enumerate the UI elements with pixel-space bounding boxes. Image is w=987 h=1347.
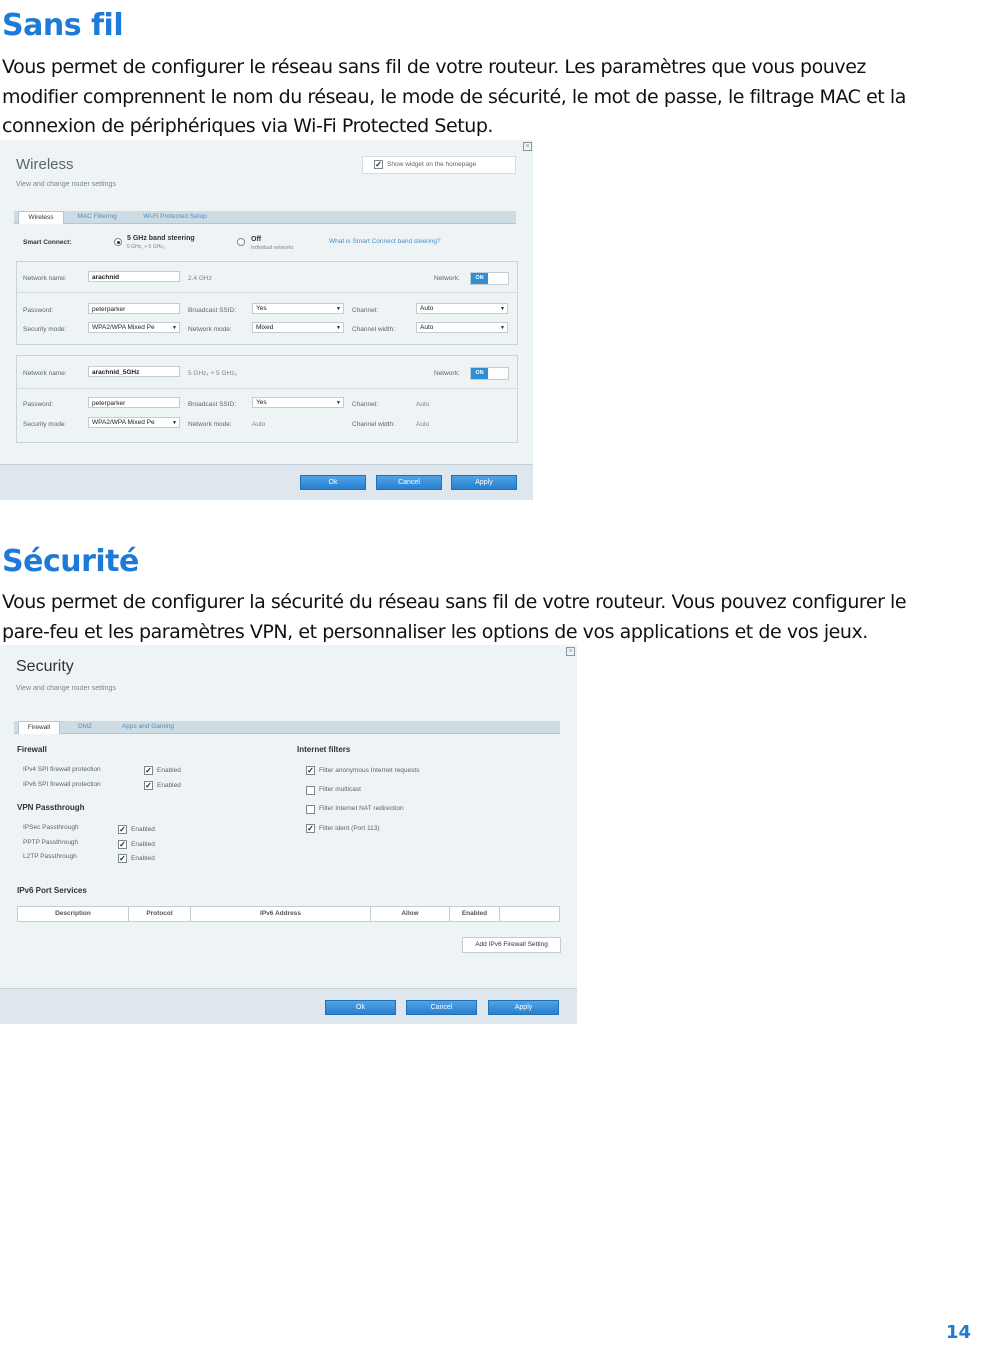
chevron-down-icon: ▼ [172,325,177,331]
section-paragraph-securite [2,588,962,647]
network-toggle[interactable] [470,367,509,380]
select-value: Auto [420,305,434,312]
show-widget-label: Show widget on the homepage [387,161,477,168]
ipsec-passthrough-value: Enabled [131,826,155,833]
tab-apps-and-gaming[interactable]: Apps and Gaming [121,723,175,730]
column-header: Allow [371,907,450,921]
network-mode-value: Auto [252,421,266,428]
page-number: 14 [945,1322,971,1343]
paragraph-line: Vous permet de configurer la sécurité du réseau sans fil de votre routeur. Vous pouvez configurer le [2,591,907,613]
pptp-passthrough-checkbox[interactable]: ✓ [119,840,126,849]
section-paragraph-sans-fil [2,53,962,142]
panel-subtitle: View and change router settings [16,181,116,188]
chevron-down-icon: ▼ [172,420,177,426]
filter-nat-redirection-checkbox[interactable] [306,805,315,814]
add-ipv6-firewall-setting-button[interactable]: Add IPv6 Firewall Setting [462,937,561,953]
security-mode-label: Security mode: [23,326,67,333]
close-icon[interactable]: × [566,647,575,656]
paragraph-line: Vous permet de configurer le réseau sans fil de votre routeur. Les paramètres que vous pouvez [2,56,866,78]
ipv6-spi-label: IPv6 SPI firewall protection [23,781,101,788]
section-heading-securite: Sécurité [2,544,139,579]
tab-bar [14,721,560,734]
ok-button[interactable]: Ok [300,475,366,490]
network-name-input[interactable]: arachnid_5GHz [88,366,180,377]
pptp-passthrough-value: Enabled [131,841,155,848]
security-mode-label: Security mode: [23,421,67,428]
broadcast-ssid-label: Broadcast SSID: [188,307,237,314]
filter-nat-redirection-label: Filter Internet NAT redirection [319,805,404,812]
divider [16,292,516,293]
network-name-label: Network name: [23,370,67,377]
ok-button[interactable]: Ok [325,1000,396,1015]
column-header: Description [18,907,129,921]
filter-ident-label: Filter ident (Port 113) [319,825,380,832]
ipv4-spi-value: Enabled [157,767,181,774]
channel-value: Auto [416,401,430,408]
select-value: Yes [256,305,267,312]
network-mode-label: Network mode: [188,326,232,333]
tab-mac-filtering[interactable]: MAC Filtering [77,213,117,220]
panel-subtitle: View and change router settings [16,685,116,692]
channel-width-label: Channel width: [352,326,395,333]
section-heading-sans-fil: Sans fil [2,8,124,43]
network-mode-select[interactable] [252,322,344,333]
ipsec-passthrough-label: IPSec Passthrough [23,824,79,831]
select-value: WPA2/WPA Mixed Pe [92,419,155,426]
filter-anonymous-checkbox[interactable]: ✓ [307,766,314,775]
firewall-heading: Firewall [17,745,47,754]
paragraph-line: modifier comprennent le nom du réseau, le mode de sécurité, le mot de passe, le filtrage MAC et la [2,85,906,108]
close-icon[interactable]: × [523,142,532,151]
network-toggle-label: Network: [434,275,460,282]
cancel-button[interactable]: Cancel [376,475,442,490]
security-mode-select[interactable] [88,322,180,333]
broadcast-ssid-label: Broadcast SSID: [188,401,237,408]
band-label: 2.4 GHz [188,275,212,282]
channel-width-value: Auto [416,421,430,428]
l2tp-passthrough-label: L2TP Passthrough [23,853,77,860]
show-widget-option[interactable] [362,156,516,174]
chevron-down-icon: ▼ [500,306,505,312]
wireless-panel [0,140,533,500]
tab-wireless[interactable]: Wireless [18,211,64,224]
ipv6-port-services-heading: IPv6 Port Services [17,886,87,895]
panel-title: Wireless [16,156,74,173]
channel-width-label: Channel width: [352,421,395,428]
chevron-down-icon: ▼ [336,400,341,406]
ipv4-spi-checkbox[interactable]: ✓ [145,766,152,775]
off-sublabel: Individual networks [251,245,294,251]
toggle-on-indicator: ON [471,368,488,379]
button-footer [0,464,533,500]
smart-connect-help-link[interactable]: What is Smart Connect band steering? [329,238,441,245]
ipv6-services-table-header [17,906,560,922]
toggle-on-indicator: ON [471,273,488,284]
ipsec-passthrough-checkbox[interactable]: ✓ [119,825,126,834]
band-steering-sublabel: 5 GHz₁ + 5 GHz₂ [127,244,165,250]
password-label: Password: [23,307,54,314]
divider [16,388,516,389]
broadcast-ssid-select[interactable] [252,303,344,314]
pptp-passthrough-label: PPTP Passthrough [23,839,79,846]
band-label: 5 GHz₁ + 5 GHz₂ [188,370,237,377]
paragraph-line: pare-feu et les paramètres VPN, et personnaliser les options de vos applications et de vos jeux. [2,620,868,643]
smart-connect-label: Smart Connect: [23,239,72,246]
tab-firewall[interactable]: Firewall [18,721,60,734]
off-label: Off [251,236,262,243]
network-toggle-label: Network: [434,370,460,377]
filter-anonymous-label: Filter anonymous Internet requests [319,767,420,774]
column-header: Enabled [450,907,500,921]
password-input[interactable]: peterparker [88,303,180,314]
apply-button[interactable]: Apply [451,475,517,490]
security-panel [0,645,577,1024]
show-widget-checkbox[interactable]: ✓ [375,160,382,169]
l2tp-passthrough-checkbox[interactable]: ✓ [119,854,126,863]
select-value: WPA2/WPA Mixed Pe [92,324,155,331]
individual-networks-radio[interactable] [237,238,245,246]
band-steering-label: 5 GHz band steering [127,235,195,242]
tab-dmz[interactable]: DMZ [77,723,93,730]
vpn-passthrough-heading: VPN Passthrough [17,803,85,812]
filter-multicast-label: Filter multicast [319,786,361,793]
select-value: Auto [420,324,434,331]
network-name-input[interactable]: arachnid [88,271,180,282]
column-header: IPv6 Address [191,907,371,921]
ipv6-spi-value: Enabled [157,782,181,789]
tab-wifi-protected-setup[interactable]: Wi-Fi Protected Setup [143,213,207,220]
band-steering-radio[interactable] [114,238,122,246]
button-footer [0,988,577,1024]
password-input[interactable]: peterparker [88,397,180,408]
channel-width-select[interactable] [416,322,508,333]
channel-label: Channel: [352,401,379,408]
l2tp-passthrough-value: Enabled [131,855,155,862]
panel-title: Security [16,658,74,675]
select-value: Mixed [256,324,274,331]
broadcast-ssid-select[interactable] [252,397,344,408]
chevron-down-icon: ▼ [336,325,341,331]
cancel-button[interactable]: Cancel [406,1000,477,1015]
channel-label: Channel: [352,307,379,314]
apply-button[interactable]: Apply [488,1000,559,1015]
network-toggle[interactable] [470,272,509,285]
tab-bar [14,211,516,224]
select-value: Yes [256,399,267,406]
network-name-label: Network name: [23,275,67,282]
internet-filters-heading: Internet filters [297,745,351,754]
network-mode-label: Network mode: [188,421,232,428]
filter-multicast-checkbox[interactable] [306,786,315,795]
paragraph-line: connexion de périphériques via Wi-Fi Protected Setup. [2,115,494,137]
chevron-down-icon: ▼ [500,325,505,331]
password-label: Password: [23,401,54,408]
ipv6-spi-checkbox[interactable]: ✓ [145,781,152,790]
column-header: Protocol [129,907,191,921]
chevron-down-icon: ▼ [336,306,341,312]
ipv4-spi-label: IPv4 SPI firewall protection [23,766,101,773]
security-mode-select[interactable] [88,417,180,428]
filter-ident-checkbox[interactable]: ✓ [307,824,314,833]
channel-select[interactable] [416,303,508,314]
